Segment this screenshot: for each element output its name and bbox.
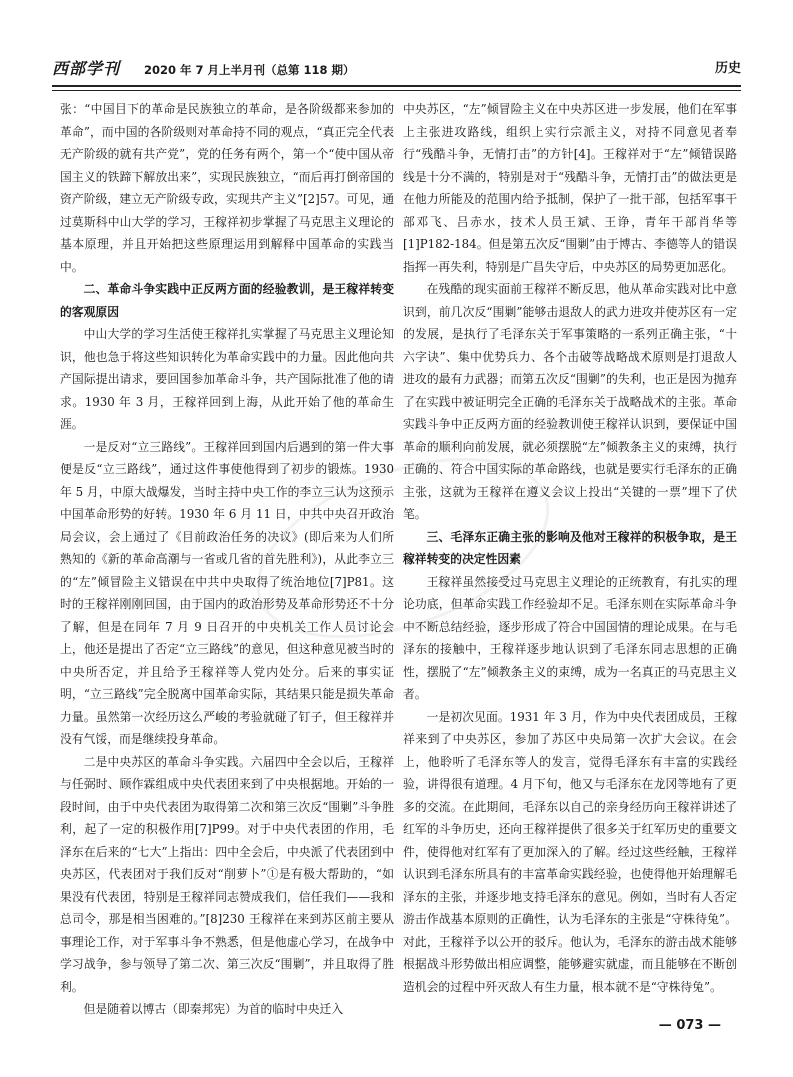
paragraph: 张：“中国目下的革命是民族独立的革命，是各阶级都来参加的革命”，而中国的各阶级则对革命持不同的观点，“真正完全代表无产阶级的就有共产党”，党的任务有两个，第一个“使中国从帝国主义的铁蹄下解放出来”，实现民族独立，“而后再打倒帝国的资产阶级，建立无产阶级专政，实现共产主义”[2]57。可见，通过莫斯科中山大学的学习，王稼祥初步掌握了马克思主义理论的基本原理，并且开始把这些原理运用到解释中国革命的实践当中。 [60,102,394,274]
paragraph: 中山大学的学习生活使王稼祥扎实掌握了马克思主义理论知识，他也急于将这些知识转化为革命实践中的力量。因此他向共产国际提出请求，要回国参加革命斗争，共产国际批准了他的请求。1930 年 3 月，王稼祥回到上海，从此开始了他的革命生涯。 [60,327,394,431]
section-heading: 三、毛泽东正确主张的影响及他对王稼祥的积极争取，是王稼祥转变的决定性因素 [403,529,737,566]
right-column [403,98,737,998]
paragraph: 一是初次见面。1931 年 3 月，作为中央代表团成员，王稼祥来到了中央苏区，参加了苏区中央局第一次扩大会议。在会上，他聆听了毛泽东等人的发言，觉得毛泽东有丰富的实践经验，讲得很有道理。4 月下旬，他又与毛泽东在龙冈等地有了更多的交流。在此期间，毛泽东以自己的亲身经历向王稼祥讲述了红军的斗争历史，还向王稼祥提供了很多关于红军历史的重要文件，使得他对红军有了更加深入的了解。经过这些经触，王稼祥认识到毛泽东所具有的丰富革命实践经验，也使得他开始理解毛泽东的主张，并逐步地支持毛泽东的意见。例如，当时有人否定游击作战基本原则的正确性，认为毛泽东的主张是“守株待兔”。对此，王稼祥予以公开的驳斥。他认为，毛泽东的游击战术能够根据战斗形势做出相应调整，能够避实就虚，而且能够在不断创造机会的过程中歼灭敌人有生力量，根本就不是“守株待兔”。 [403,709,737,994]
left-column [60,98,394,1021]
paragraph: 中央苏区，“左”倾冒险主义在中央苏区进一步发展，他们在军事上主张进攻路线，组织上实行宗派主义，对持不同意见者奉行“残酷斗争，无情打击”的方针[4]。王稼祥对于“左”倾错误路线是十分不满的，特别是对于“残酷斗争，无情打击”的做法更是在他力所能及的范围内给予抵制，保护了一批干部，包括军事干部邓飞、吕赤水，技术人员王斌、王诤，青年干部肖华等[1]P182-184。但是第五次反“围剿”由于博古、李德等人的错误指挥一再失利，特别是广昌失守后，中央苏区的局势更加恶化。 [403,102,737,274]
paragraph: 二是中央苏区的革命斗争实践。六届四中全会以后，王稼祥与任弼时、顾作霖组成中央代表团来到了中央根据地。开始的一段时间，由于中央代表团为取得第二次和第三次反“围剿”斗争胜利，起了一定的积极作用[7]P99。对于中央代表团的作用，毛泽东在后来的“七大”上指出：四中全会后，中央派了代表团到中央苏区，代表团对于我们反对“削萝卜”①是有极大帮助的，“如果没有代表团，特别是王稼祥同志赞成我们，信任我们——我和总司令，那是相当困难的。”[8]230 王稼祥在来到苏区前主要从事理论工作，对于军事斗争不熟悉，但是他虚心学习，在战争中学习战争，参与领导了第二次、第三次反“围剿”，并且取得了胜利。 [60,754,394,994]
section-title: 历史 [714,61,741,76]
header-rule-thin [52,90,741,91]
journal-masthead: 西部学刊 [52,59,121,78]
paragraph: 在残酷的现实面前王稼祥不断反思，他从革命实践对比中意识到，前几次反“围剿”能够击退敌人的武力进攻并使苏区有一定的发展，是执行了毛泽东关于军事策略的一系列正确主张，“十六字诀”、集中优势兵力、各个击破等战略战术原则是打退敌人进攻的最有力武器；而第五次反“围剿”的失利，也正是因为抛弃了在实践中被证明完全正确的毛泽东关于战略战术的主张。革命实践斗争中正反两方面的经验教训使王稼祥认识到，要保证中国革命的顺利向前发展，就必须摆脱“左”倾教条主义的束缚，执行正确的、符合中国实际的革命路线，也就是要实行毛泽东的正确主张，这就为王稼祥在遵义会议上投出“关键的一票”埋下了伏笔。 [403,282,737,521]
paragraph: 一是反对“立三路线”。王稼祥回到国内后遇到的第一件大事便是反“立三路线”，通过这件事使他得到了初步的锻炼。1930 年 5 月，中原大战爆发，当时主持中央工作的李立三认为这预示中国革命形势的好转。1930 年 6 月 11 日，中共中央召开政治局会议，会上通过了《目前政治任务的决议》(即后来为人们所熟知的《新的革命高潮与一省或几省的首先胜利》)，从此李立三的“左”倾冒险主义错误在中共中央取得了统治地位[7]P81。这时的王稼祥刚刚回国，由于国内的政治形势及革命形势还不十分了解，但是在同年 7 月 9 日召开的中央机关工作人员讨论会上，他还是提出了否定“立三路线”的意见，但这种意见被当时的中央所否定，并且给予王稼祥等人党内处分。后来的事实证明，“立三路线”完全脱离中国革命实际，其结果只能是损失革命力量。虽然第一次经历这么严峻的考验就碰了钉子，但王稼祥并没有气馁，而是继续投身革命。 [60,439,394,746]
page-header [52,58,741,84]
issue-info: 2020 年 7 月上半月刊（总第 118 期） [144,63,355,77]
header-rule-thick [52,85,741,87]
section-heading: 二、革命斗争实践中正反两方面的经验教训，是王稼祥转变的客观原因 [60,282,394,319]
paragraph: 但是随着以博古（即秦邦宪）为首的临时中央迁入 [83,1002,344,1016]
paragraph: 王稼祥虽然接受过马克思主义理论的正统教育，有扎实的理论功底，但革命实践工作经验却不足。毛泽东则在实际革命斗争中不断总结经验，逐步形成了符合中国国情的理论成果。在与毛泽东的接触中，王稼祥逐步地认识到了毛泽东同志思想的正确性，摆脱了“左”倾教条主义的束缚，成为一名真正的马克思主义者。 [403,574,737,701]
page-number: — 073 — [658,1018,721,1033]
